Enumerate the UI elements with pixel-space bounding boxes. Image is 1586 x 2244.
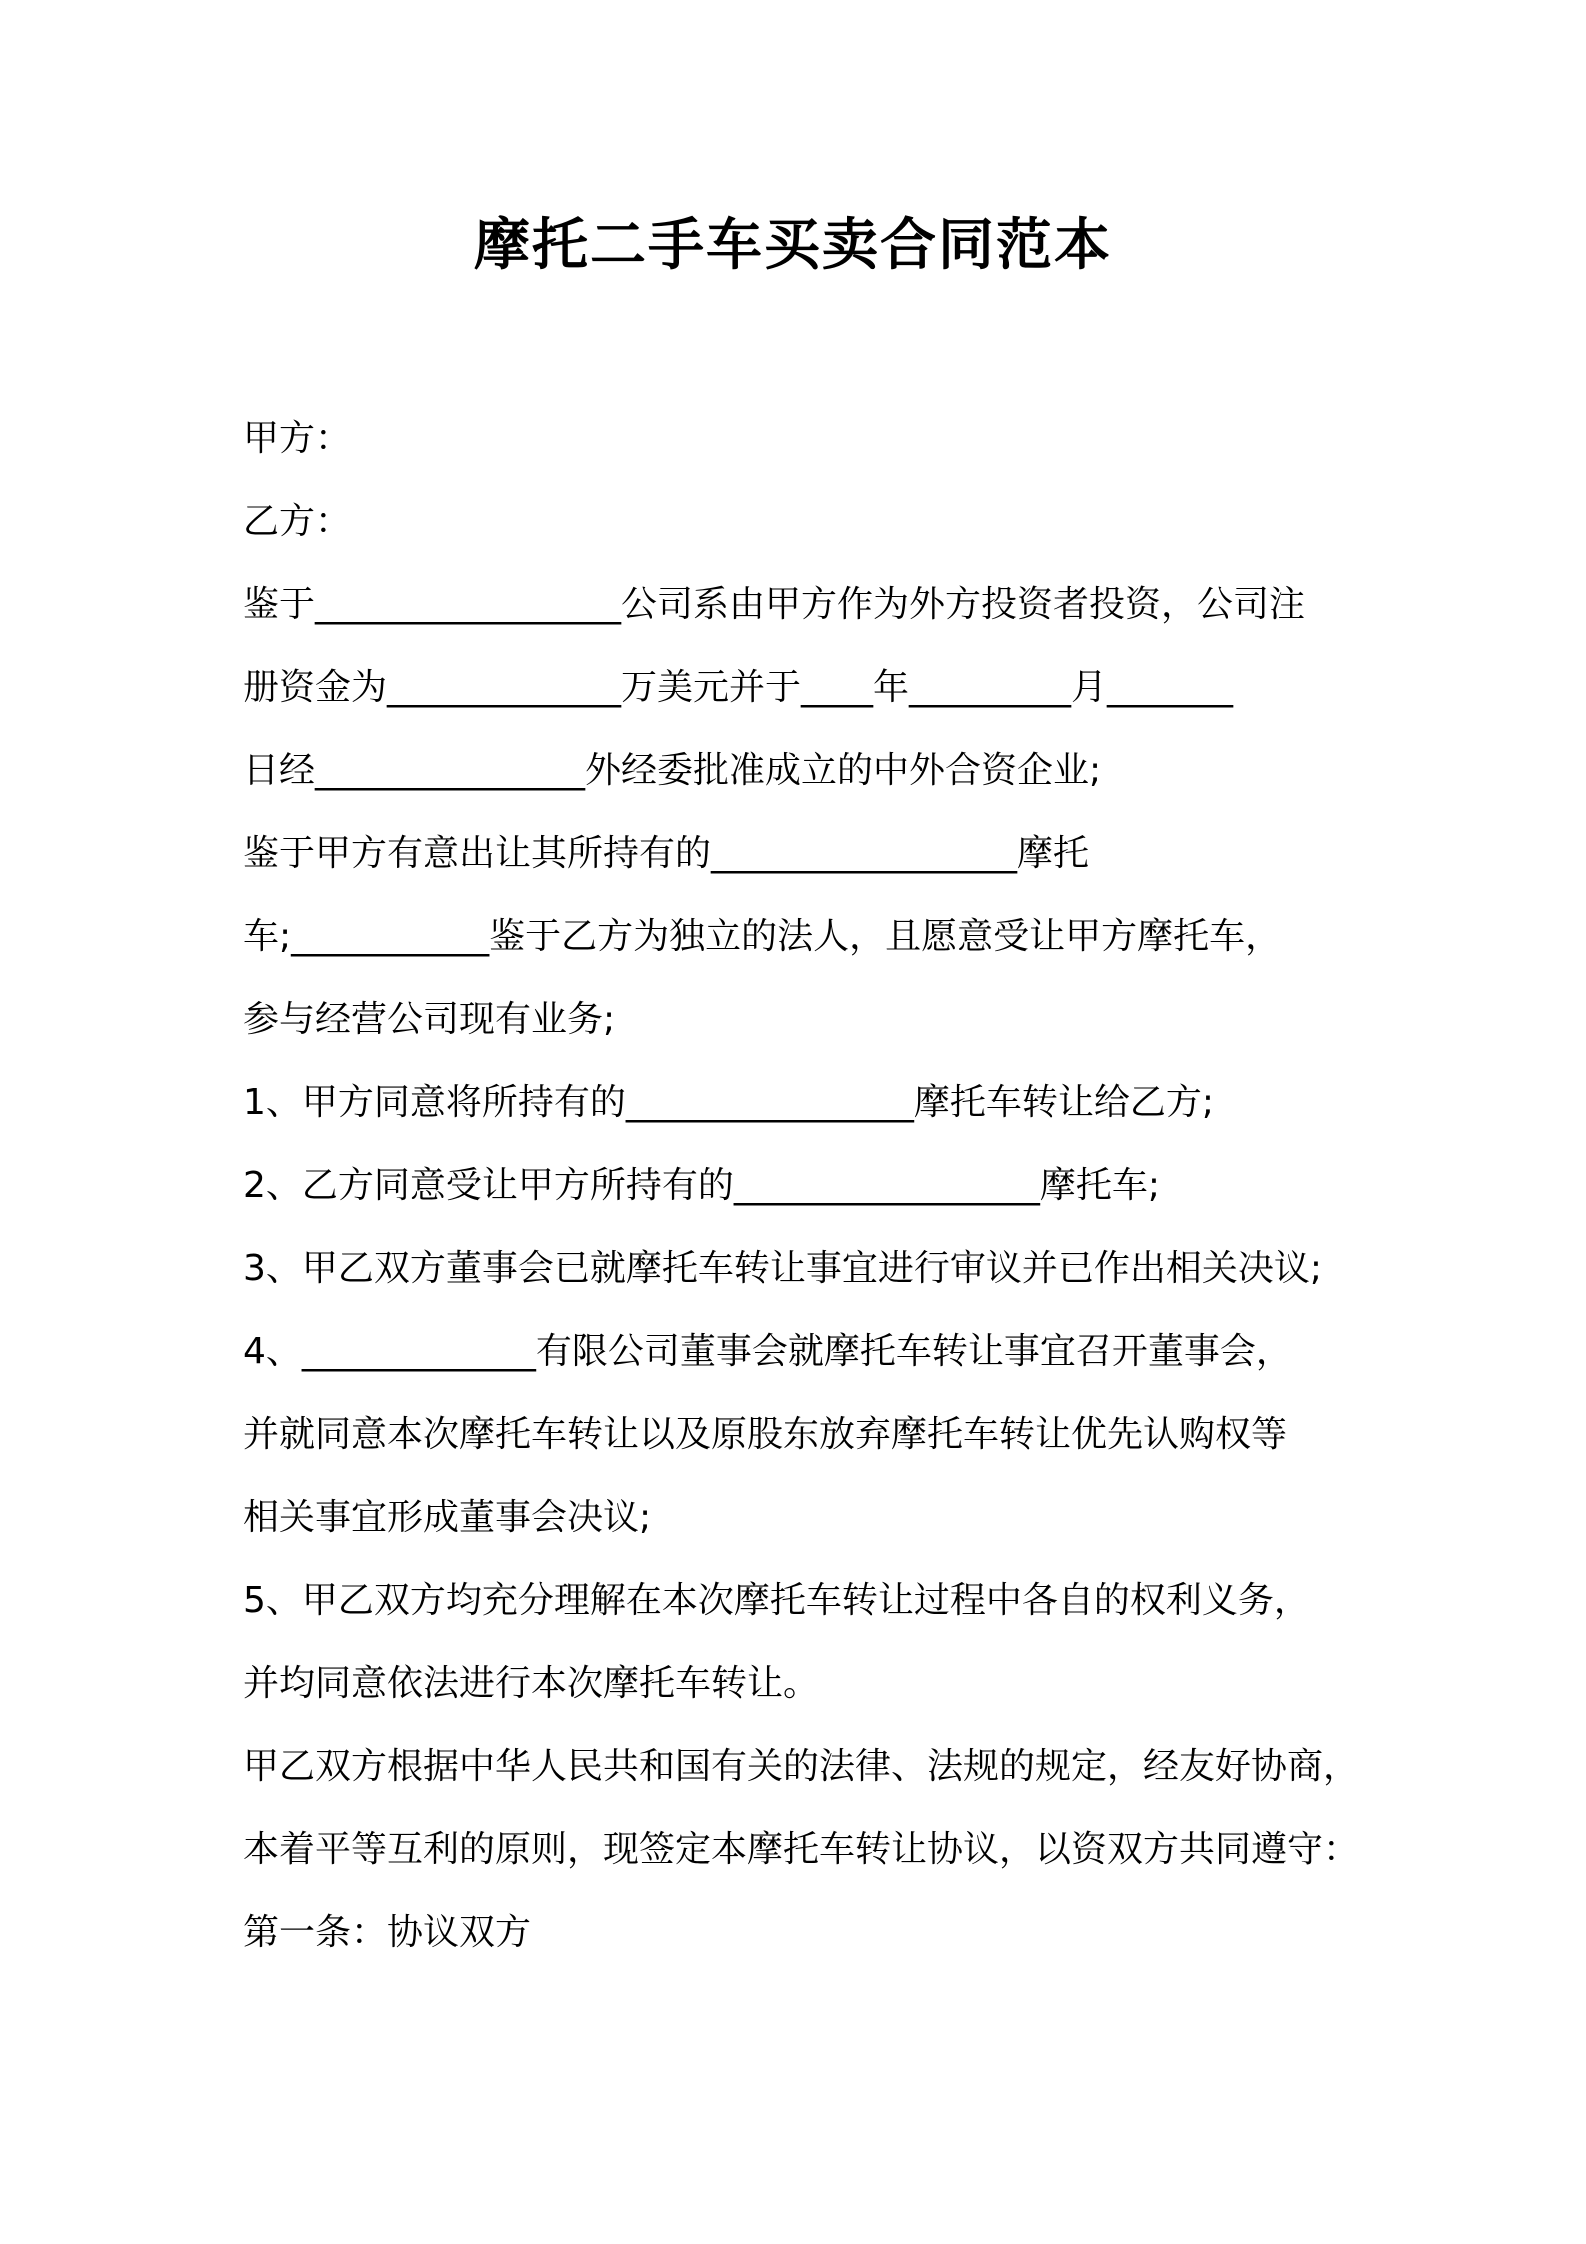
- clause-item: 5、甲乙双方均充分理解在本次摩托车转让过程中各自的权利义务，: [243, 1580, 1310, 1621]
- text-line: 相关事宜形成董事会决议;: [243, 1497, 652, 1538]
- party-a-line: 甲方：: [243, 418, 352, 459]
- text-line: 参与经营公司现有业务;: [243, 999, 616, 1040]
- article-heading: 第一条：协议双方: [243, 1912, 532, 1953]
- text-line: 鉴于甲方有意出让其所持有的_________________摩托: [243, 833, 1090, 874]
- text-line: 车;___________鉴于乙方为独立的法人，且愿意受让甲方摩托车，: [243, 916, 1282, 957]
- clause-item: 1、甲方同意将所持有的________________摩托车转让给乙方;: [243, 1082, 1215, 1123]
- document-title: 摩托二手车买卖合同范本: [474, 213, 1112, 278]
- text-line: 本着平等互利的原则，现签定本摩托车转让协议，以资双方共同遵守：: [243, 1829, 1360, 1870]
- text-line: 并就同意本次摩托车转让以及原股东放弃摩托车转让优先认购权等: [243, 1414, 1288, 1455]
- text-line: 日经_______________外经委批准成立的中外合资企业;: [243, 750, 1102, 791]
- clause-item: 3、甲乙双方董事会已就摩托车转让事宜进行审议并已作出相关决议;: [243, 1248, 1323, 1289]
- text-line: 册资金为_____________万美元并于____年_________月_______: [243, 667, 1234, 708]
- text-line: 鉴于_________________公司系由甲方作为外方投资者投资，公司注: [243, 584, 1306, 625]
- party-b-line: 乙方：: [243, 501, 352, 542]
- text-line: 甲乙双方根据中华人民共和国有关的法律、法规的规定，经友好协商，: [243, 1746, 1360, 1787]
- clause-item: 2、乙方同意受让甲方所持有的_________________摩托车;: [243, 1165, 1161, 1206]
- text-line: 并均同意依法进行本次摩托车转让。: [243, 1663, 820, 1704]
- clause-item: 4、_____________有限公司董事会就摩托车转让事宜召开董事会，: [243, 1331, 1292, 1372]
